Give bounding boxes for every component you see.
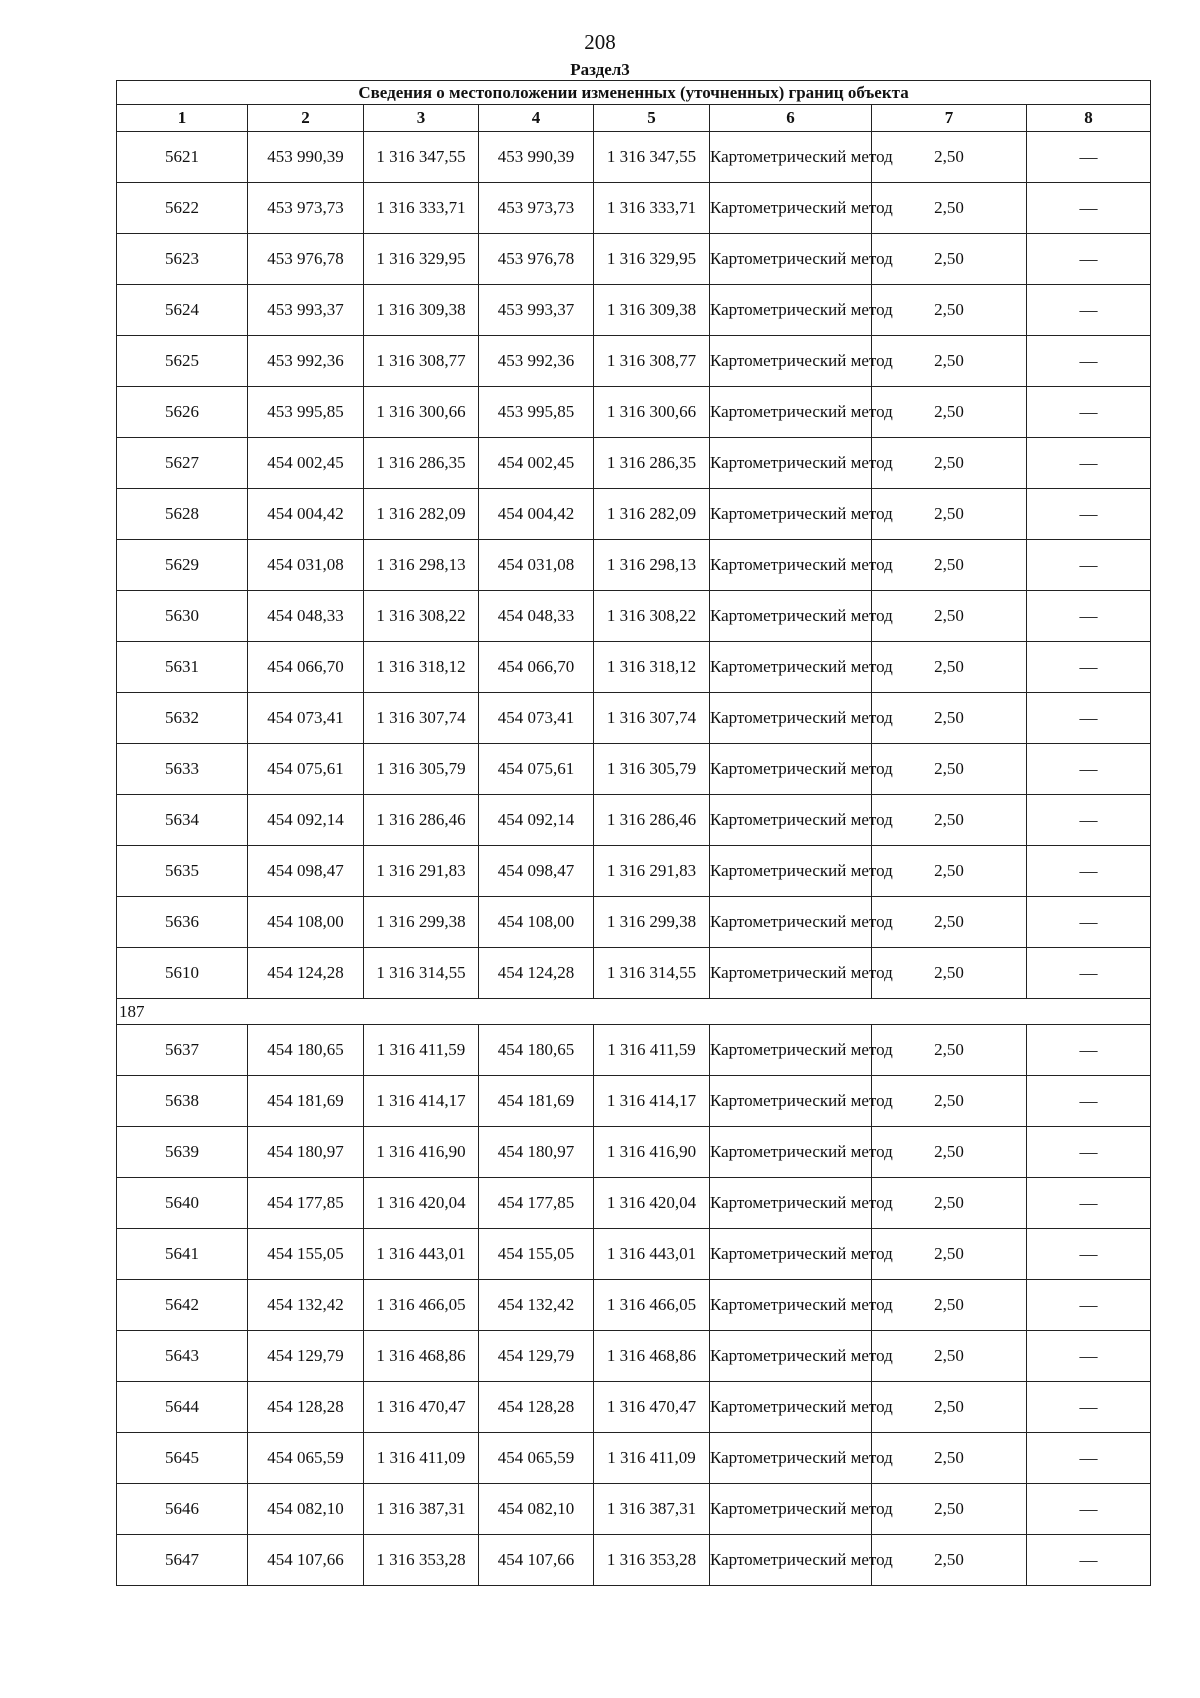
table-cell-col-8: — (1027, 1280, 1151, 1331)
table-cell-col-7: 2,50 (872, 693, 1027, 744)
table-cell-col-7: 2,50 (872, 1076, 1027, 1127)
table-row (117, 438, 1151, 489)
table-cell-col-4: 453 973,73 (479, 183, 594, 234)
table-cell-col-7: 2,50 (872, 744, 1027, 795)
table-cell-col-4: 454 124,28 (479, 948, 594, 999)
table-cell-col-8: — (1027, 387, 1151, 438)
table-cell-col-1: 5631 (117, 642, 248, 693)
table-cell-col-5: 1 316 286,46 (594, 795, 710, 846)
table-cell-col-6: Картометрический метод (710, 846, 872, 897)
table-cell-col-3: 1 316 329,95 (364, 234, 479, 285)
table-cell-col-7: 2,50 (872, 1280, 1027, 1331)
table-caption-row (117, 81, 1151, 105)
table-cell-col-1: 5645 (117, 1433, 248, 1484)
table-cell-col-5: 1 316 308,77 (594, 336, 710, 387)
table-cell-col-6: Картометрический метод (710, 1178, 872, 1229)
table-cell-col-1: 5634 (117, 795, 248, 846)
section-title: Раздел3 (570, 60, 630, 79)
table-cell-col-7: 2,50 (872, 540, 1027, 591)
table-cell-col-8: — (1027, 795, 1151, 846)
table-cell-col-3: 1 316 414,17 (364, 1076, 479, 1127)
table-cell-col-7: 2,50 (872, 948, 1027, 999)
table-cell-col-6: Картометрический метод (710, 132, 872, 183)
table-cell-col-3: 1 316 353,28 (364, 1535, 479, 1586)
table-cell-col-8: — (1027, 438, 1151, 489)
table-row (117, 1280, 1151, 1331)
table-cell-col-5: 1 316 420,04 (594, 1178, 710, 1229)
table-cell-col-2: 454 180,65 (248, 1025, 364, 1076)
table-cell-col-8: — (1027, 1433, 1151, 1484)
table-cell-col-7: 2,50 (872, 591, 1027, 642)
table-cell-col-8: — (1027, 1178, 1151, 1229)
table-cell-col-4: 454 129,79 (479, 1331, 594, 1382)
table-cell-col-1: 5638 (117, 1076, 248, 1127)
table-row (117, 132, 1151, 183)
table-cell-col-7: 2,50 (872, 1229, 1027, 1280)
table-cell-col-4: 454 181,69 (479, 1076, 594, 1127)
table-cell-col-5: 1 316 468,86 (594, 1331, 710, 1382)
table-cell-col-1: 5636 (117, 897, 248, 948)
table-cell-col-2: 453 976,78 (248, 234, 364, 285)
column-number-4: 4 (479, 105, 594, 132)
table-cell-col-8: — (1027, 234, 1151, 285)
table-cell-col-7: 2,50 (872, 1178, 1027, 1229)
table-cell-col-8: — (1027, 183, 1151, 234)
table-cell-col-3: 1 316 307,74 (364, 693, 479, 744)
table-cell-col-4: 454 177,85 (479, 1178, 594, 1229)
table-cell-col-5: 1 316 318,12 (594, 642, 710, 693)
table-cell-col-2: 453 995,85 (248, 387, 364, 438)
table-cell-col-1: 5624 (117, 285, 248, 336)
table-cell-col-7: 2,50 (872, 489, 1027, 540)
table-cell-col-6: Картометрический метод (710, 489, 872, 540)
table-cell-col-6: Картометрический метод (710, 591, 872, 642)
table-cell-col-7: 2,50 (872, 642, 1027, 693)
table-cell-col-6: Картометрический метод (710, 540, 872, 591)
table-cell-col-5: 1 316 414,17 (594, 1076, 710, 1127)
table-cell-col-5: 1 316 298,13 (594, 540, 710, 591)
table-cell-col-8: — (1027, 642, 1151, 693)
table-row (117, 489, 1151, 540)
table-cell-col-3: 1 316 308,22 (364, 591, 479, 642)
table-cell-col-6: Картометрический метод (710, 744, 872, 795)
table-cell-col-3: 1 316 468,86 (364, 1331, 479, 1382)
table-cell-col-3: 1 316 298,13 (364, 540, 479, 591)
table-cell-col-7: 2,50 (872, 1433, 1027, 1484)
table-cell-col-3: 1 316 420,04 (364, 1178, 479, 1229)
table-body (117, 81, 1151, 1586)
table-cell-col-8: — (1027, 336, 1151, 387)
table-cell-col-1: 5610 (117, 948, 248, 999)
table-cell-col-5: 1 316 466,05 (594, 1280, 710, 1331)
table-cell-col-4: 453 976,78 (479, 234, 594, 285)
table-cell-col-1: 5637 (117, 1025, 248, 1076)
table-cell-col-4: 454 073,41 (479, 693, 594, 744)
table-cell-col-6: Картометрический метод (710, 693, 872, 744)
table-row (117, 744, 1151, 795)
table-cell-col-4: 454 031,08 (479, 540, 594, 591)
table-cell-col-8: — (1027, 1331, 1151, 1382)
table-row (117, 693, 1151, 744)
table-cell-col-7: 2,50 (872, 846, 1027, 897)
table-cell-col-6: Картометрический метод (710, 642, 872, 693)
table-cell-col-7: 2,50 (872, 897, 1027, 948)
table-cell-col-1: 5641 (117, 1229, 248, 1280)
table-cell-col-1: 5647 (117, 1535, 248, 1586)
table-cell-col-3: 1 316 318,12 (364, 642, 479, 693)
table-row (117, 336, 1151, 387)
table-cell-col-4: 454 048,33 (479, 591, 594, 642)
column-number-3: 3 (364, 105, 479, 132)
table-cell-col-3: 1 316 333,71 (364, 183, 479, 234)
table-cell-col-5: 1 316 291,83 (594, 846, 710, 897)
table-cell-col-1: 5640 (117, 1178, 248, 1229)
table-cell-col-3: 1 316 347,55 (364, 132, 479, 183)
table-cell-col-4: 454 180,65 (479, 1025, 594, 1076)
table-cell-col-6: Картометрический метод (710, 183, 872, 234)
table-cell-col-2: 454 092,14 (248, 795, 364, 846)
table-cell-col-8: — (1027, 1127, 1151, 1178)
table-cell-col-4: 454 155,05 (479, 1229, 594, 1280)
table-cell-col-6: Картометрический метод (710, 438, 872, 489)
table-cell-col-6: Картометрический метод (710, 387, 872, 438)
table-row (117, 1484, 1151, 1535)
table-cell-col-7: 2,50 (872, 132, 1027, 183)
table-row (117, 1229, 1151, 1280)
table-row (117, 285, 1151, 336)
table-cell-col-6: Картометрический метод (710, 1280, 872, 1331)
table-cell-col-5: 1 316 353,28 (594, 1535, 710, 1586)
column-number-row (117, 105, 1151, 132)
table-cell-col-2: 454 155,05 (248, 1229, 364, 1280)
table-cell-col-4: 454 002,45 (479, 438, 594, 489)
table-cell-col-1: 5643 (117, 1331, 248, 1382)
table-cell-col-4: 454 128,28 (479, 1382, 594, 1433)
table-cell-col-1: 5635 (117, 846, 248, 897)
table-cell-col-4: 454 004,42 (479, 489, 594, 540)
table-cell-col-1: 5627 (117, 438, 248, 489)
table-cell-col-6: Картометрический метод (710, 285, 872, 336)
table-cell-col-2: 454 108,00 (248, 897, 364, 948)
table-cell-col-5: 1 316 416,90 (594, 1127, 710, 1178)
table-cell-col-3: 1 316 305,79 (364, 744, 479, 795)
table-cell-col-7: 2,50 (872, 285, 1027, 336)
table-cell-col-5: 1 316 333,71 (594, 183, 710, 234)
table-cell-col-2: 454 075,61 (248, 744, 364, 795)
table-cell-col-2: 454 065,59 (248, 1433, 364, 1484)
table-cell-col-6: Картометрический метод (710, 1076, 872, 1127)
table-cell-col-6: Картометрический метод (710, 1331, 872, 1382)
table-row (117, 1535, 1151, 1586)
column-number-2: 2 (248, 105, 364, 132)
table-cell-col-5: 1 316 309,38 (594, 285, 710, 336)
table-cell-col-7: 2,50 (872, 1382, 1027, 1433)
table-cell-col-2: 454 048,33 (248, 591, 364, 642)
table-cell-col-3: 1 316 411,59 (364, 1025, 479, 1076)
table-caption: Сведения о местоположении измененных (уточненных) границ объекта (117, 81, 1151, 105)
table-cell-col-5: 1 316 411,59 (594, 1025, 710, 1076)
table-cell-col-6: Картометрический метод (710, 897, 872, 948)
table-cell-col-8: — (1027, 1076, 1151, 1127)
table-cell-col-6: Картометрический метод (710, 1484, 872, 1535)
table-cell-col-8: — (1027, 1025, 1151, 1076)
table-cell-col-8: — (1027, 132, 1151, 183)
table-cell-col-1: 5623 (117, 234, 248, 285)
table-cell-col-4: 453 995,85 (479, 387, 594, 438)
table-cell-col-7: 2,50 (872, 1127, 1027, 1178)
table-cell-col-2: 454 132,42 (248, 1280, 364, 1331)
table-cell-col-8: — (1027, 744, 1151, 795)
table-cell-col-6: Картометрический метод (710, 1025, 872, 1076)
table-cell-col-7: 2,50 (872, 336, 1027, 387)
table-cell-col-5: 1 316 305,79 (594, 744, 710, 795)
table-cell-col-3: 1 316 443,01 (364, 1229, 479, 1280)
table-cell-col-2: 453 993,37 (248, 285, 364, 336)
table-cell-col-8: — (1027, 693, 1151, 744)
table-cell-col-4: 454 180,97 (479, 1127, 594, 1178)
table-row (117, 642, 1151, 693)
table-cell-col-4: 454 065,59 (479, 1433, 594, 1484)
table-cell-col-2: 453 990,39 (248, 132, 364, 183)
table-cell-col-4: 454 082,10 (479, 1484, 594, 1535)
table-row (117, 1382, 1151, 1433)
table-cell-col-5: 1 316 347,55 (594, 132, 710, 183)
table-cell-col-1: 5632 (117, 693, 248, 744)
table-cell-col-8: — (1027, 1535, 1151, 1586)
table-cell-col-8: — (1027, 1382, 1151, 1433)
table-cell-col-5: 1 316 314,55 (594, 948, 710, 999)
table-cell-col-3: 1 316 282,09 (364, 489, 479, 540)
table-row (117, 1331, 1151, 1382)
table-cell-col-7: 2,50 (872, 234, 1027, 285)
table-cell-col-7: 2,50 (872, 1535, 1027, 1586)
table-cell-col-7: 2,50 (872, 183, 1027, 234)
table-cell-col-2: 454 107,66 (248, 1535, 364, 1586)
table-cell-col-2: 454 129,79 (248, 1331, 364, 1382)
table-cell-col-5: 1 316 387,31 (594, 1484, 710, 1535)
table-cell-col-1: 5630 (117, 591, 248, 642)
table-cell-col-6: Картометрический метод (710, 1127, 872, 1178)
table-row (117, 1433, 1151, 1484)
table-cell-col-3: 1 316 411,09 (364, 1433, 479, 1484)
table-row (117, 846, 1151, 897)
table-cell-col-1: 5629 (117, 540, 248, 591)
column-number-8: 8 (1027, 105, 1151, 132)
table-cell-col-6: Картометрический метод (710, 336, 872, 387)
table-cell-col-8: — (1027, 489, 1151, 540)
table-cell-col-2: 454 177,85 (248, 1178, 364, 1229)
table-row (117, 897, 1151, 948)
table-cell-col-7: 2,50 (872, 1331, 1027, 1382)
table-cell-col-7: 2,50 (872, 1025, 1027, 1076)
table-row (117, 1178, 1151, 1229)
table-cell-col-8: — (1027, 285, 1151, 336)
table-cell-col-5: 1 316 443,01 (594, 1229, 710, 1280)
column-number-5: 5 (594, 105, 710, 132)
column-number-7: 7 (872, 105, 1027, 132)
table-cell-col-8: — (1027, 591, 1151, 642)
page-number: 208 (584, 30, 616, 54)
table-row (117, 795, 1151, 846)
table-cell-col-4: 454 066,70 (479, 642, 594, 693)
table-cell-col-1: 5633 (117, 744, 248, 795)
table-cell-col-2: 454 004,42 (248, 489, 364, 540)
table-cell-col-3: 1 316 416,90 (364, 1127, 479, 1178)
table-row (117, 540, 1151, 591)
table-cell-col-6: Картометрический метод (710, 1382, 872, 1433)
table-cell-col-8: — (1027, 846, 1151, 897)
table-cell-col-5: 1 316 307,74 (594, 693, 710, 744)
group-label-row (117, 999, 1151, 1025)
table-cell-col-1: 5628 (117, 489, 248, 540)
table-cell-col-3: 1 316 300,66 (364, 387, 479, 438)
coordinates-table (116, 80, 1151, 1586)
table-cell-col-6: Картометрический метод (710, 234, 872, 285)
table-cell-col-2: 453 992,36 (248, 336, 364, 387)
table-cell-col-4: 454 132,42 (479, 1280, 594, 1331)
table-cell-col-2: 454 180,97 (248, 1127, 364, 1178)
table-cell-col-3: 1 316 299,38 (364, 897, 479, 948)
table-row (117, 387, 1151, 438)
table-cell-col-3: 1 316 470,47 (364, 1382, 479, 1433)
table-cell-col-2: 453 973,73 (248, 183, 364, 234)
table-cell-col-4: 454 107,66 (479, 1535, 594, 1586)
table-row (117, 183, 1151, 234)
table-row (117, 948, 1151, 999)
table-cell-col-5: 1 316 470,47 (594, 1382, 710, 1433)
table-cell-col-1: 5625 (117, 336, 248, 387)
table-cell-col-3: 1 316 387,31 (364, 1484, 479, 1535)
table-cell-col-8: — (1027, 1229, 1151, 1280)
table-cell-col-3: 1 316 291,83 (364, 846, 479, 897)
table-cell-col-1: 5622 (117, 183, 248, 234)
table-cell-col-2: 454 031,08 (248, 540, 364, 591)
table-cell-col-3: 1 316 286,46 (364, 795, 479, 846)
table-cell-col-4: 454 092,14 (479, 795, 594, 846)
table-cell-col-7: 2,50 (872, 795, 1027, 846)
table-cell-col-4: 454 075,61 (479, 744, 594, 795)
table-cell-col-4: 453 992,36 (479, 336, 594, 387)
table-cell-col-7: 2,50 (872, 1484, 1027, 1535)
column-number-6: 6 (710, 105, 872, 132)
table-cell-col-1: 5646 (117, 1484, 248, 1535)
table-cell-col-5: 1 316 411,09 (594, 1433, 710, 1484)
table-cell-col-6: Картометрический метод (710, 1433, 872, 1484)
table-cell-col-2: 454 073,41 (248, 693, 364, 744)
table-cell-col-1: 5642 (117, 1280, 248, 1331)
table-cell-col-6: Картометрический метод (710, 1229, 872, 1280)
table-cell-col-2: 454 002,45 (248, 438, 364, 489)
table-cell-col-4: 454 098,47 (479, 846, 594, 897)
column-number-1: 1 (117, 105, 248, 132)
table-cell-col-3: 1 316 466,05 (364, 1280, 479, 1331)
table-cell-col-2: 454 066,70 (248, 642, 364, 693)
table-cell-col-5: 1 316 329,95 (594, 234, 710, 285)
table-row (117, 1127, 1151, 1178)
table-cell-col-1: 5644 (117, 1382, 248, 1433)
table-cell-col-1: 5621 (117, 132, 248, 183)
table-cell-col-3: 1 316 286,35 (364, 438, 479, 489)
table-cell-col-8: — (1027, 897, 1151, 948)
table-cell-col-3: 1 316 308,77 (364, 336, 479, 387)
table-cell-col-2: 454 181,69 (248, 1076, 364, 1127)
table-cell-col-1: 5626 (117, 387, 248, 438)
table-cell-col-5: 1 316 308,22 (594, 591, 710, 642)
table-row (117, 1025, 1151, 1076)
table-cell-col-2: 454 098,47 (248, 846, 364, 897)
table-cell-col-4: 454 108,00 (479, 897, 594, 948)
table-cell-col-1: 5639 (117, 1127, 248, 1178)
table-cell-col-2: 454 082,10 (248, 1484, 364, 1535)
table-cell-col-4: 453 993,37 (479, 285, 594, 336)
table-cell-col-2: 454 128,28 (248, 1382, 364, 1433)
table-cell-col-8: — (1027, 1484, 1151, 1535)
table-cell-col-8: — (1027, 948, 1151, 999)
table-cell-col-8: — (1027, 540, 1151, 591)
table-cell-col-2: 454 124,28 (248, 948, 364, 999)
table-cell-col-5: 1 316 300,66 (594, 387, 710, 438)
table-cell-col-4: 453 990,39 (479, 132, 594, 183)
table-row (117, 591, 1151, 642)
table-cell-col-6: Картометрический метод (710, 948, 872, 999)
table-cell-col-3: 1 316 309,38 (364, 285, 479, 336)
table-cell-col-5: 1 316 299,38 (594, 897, 710, 948)
group-label: 187 (117, 999, 1151, 1025)
table-cell-col-5: 1 316 286,35 (594, 438, 710, 489)
table-cell-col-6: Картометрический метод (710, 1535, 872, 1586)
table-cell-col-3: 1 316 314,55 (364, 948, 479, 999)
table-row (117, 234, 1151, 285)
table-cell-col-7: 2,50 (872, 387, 1027, 438)
table-row (117, 1076, 1151, 1127)
table-cell-col-6: Картометрический метод (710, 795, 872, 846)
table-cell-col-5: 1 316 282,09 (594, 489, 710, 540)
table-cell-col-7: 2,50 (872, 438, 1027, 489)
